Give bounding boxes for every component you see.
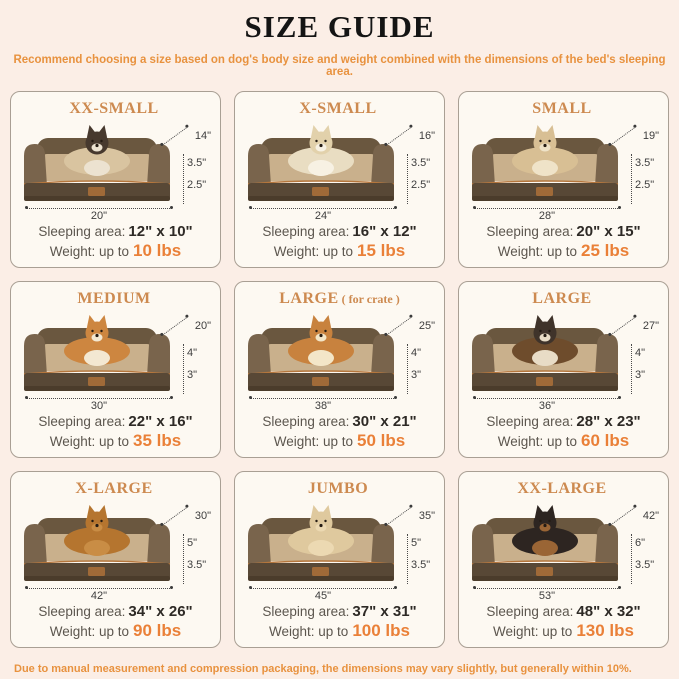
sleeping-area-label: Sleeping area: (38, 414, 126, 429)
width-dimension-line (250, 398, 396, 399)
depth-dimension-label: 27" (642, 320, 659, 332)
bed-brand-tag (312, 187, 329, 196)
base-height-label: 3.5" (411, 559, 431, 571)
bed-right-arm (595, 524, 618, 566)
bed-graphic (467, 501, 660, 602)
depth-dimension-label: 16" (418, 130, 435, 142)
bed-left-arm (248, 144, 271, 186)
bed-right-arm (147, 144, 170, 186)
weight-label: Weight: up to (497, 244, 578, 259)
bed-left-arm (24, 334, 47, 376)
depth-dimension-label: 14" (194, 130, 211, 142)
weight-line (243, 241, 436, 261)
sleeping-area-value: 30" x 21" (352, 413, 417, 430)
width-dimension-line (26, 588, 172, 589)
bed-brand-tag (536, 567, 553, 576)
sleeping-area-value: 22" x 16" (128, 413, 193, 430)
bolster-height-label: 3.5" (187, 157, 207, 169)
depth-dimension-label: 35" (418, 510, 435, 522)
bolster-height-label: 3.5" (635, 157, 655, 169)
bed-right-arm (147, 524, 170, 566)
size-name-text: MEDIUM (77, 290, 151, 307)
bed-brand-tag (312, 567, 329, 576)
size-name-text: X-LARGE (75, 480, 153, 497)
height-dimension-line (631, 154, 632, 204)
height-dimension-line (183, 344, 184, 394)
dog-bed-illustration (245, 124, 397, 204)
weight-label: Weight: up to (269, 624, 349, 639)
bed-left-arm (472, 334, 495, 376)
weight-value: 10 lbs (133, 241, 182, 260)
size-card (10, 91, 221, 268)
bed-right-arm (371, 144, 394, 186)
bolster-height-label: 4" (411, 347, 422, 359)
weight-line (19, 621, 212, 641)
bed-brand-tag (312, 377, 329, 386)
sleeping-area-label: Sleeping area: (38, 604, 126, 619)
sleeping-area-label: Sleeping area: (262, 604, 350, 619)
bed-base-edge (472, 386, 618, 391)
size-name-text: LARGE (279, 290, 339, 307)
size-name-text: XX-LARGE (517, 480, 607, 497)
bed-right-arm (371, 334, 394, 376)
sleeping-area-value: 16" x 12" (352, 223, 417, 240)
size-name-text: X-SMALL (299, 100, 377, 117)
height-dimension-line (407, 344, 408, 394)
bed-base-edge (248, 196, 394, 201)
sleeping-area-line (467, 413, 660, 430)
height-dimension-line (183, 154, 184, 204)
width-dimension-line (26, 398, 172, 399)
page-title: SIZE GUIDE (244, 9, 435, 44)
sleeping-area-value: 28" x 23" (576, 413, 641, 430)
dog-bed-illustration (21, 504, 173, 584)
bed-brand-tag (88, 377, 105, 386)
dog-bed-illustration (245, 504, 397, 584)
bolster-height-label: 4" (187, 347, 198, 359)
depth-dimension-label: 25" (418, 320, 435, 332)
bed-left-arm (24, 144, 47, 186)
weight-line (19, 241, 212, 261)
bed-graphic (243, 311, 436, 412)
sleeping-area-value: 48" x 32" (576, 603, 641, 620)
bed-graphic (243, 121, 436, 222)
sleeping-area-label: Sleeping area: (262, 414, 350, 429)
depth-dimension-label: 20" (194, 320, 211, 332)
weight-line (467, 621, 660, 641)
size-name (467, 100, 660, 118)
bed-left-arm (472, 144, 495, 186)
bed-right-arm (595, 334, 618, 376)
bed-brand-tag (88, 187, 105, 196)
sleeping-area-value: 12" x 10" (128, 223, 193, 240)
base-height-label: 2.5" (411, 179, 431, 191)
sleeping-area-label: Sleeping area: (262, 224, 350, 239)
size-card (458, 281, 669, 458)
width-dimension-label: 53" (538, 590, 556, 602)
dog-bed-illustration (469, 124, 621, 204)
dog-bed-illustration (21, 314, 173, 394)
weight-value: 90 lbs (133, 621, 182, 640)
bolster-height-label: 4" (635, 347, 646, 359)
base-height-label: 3" (411, 369, 422, 381)
size-name (467, 290, 660, 308)
bolster-height-label: 6" (635, 537, 646, 549)
bed-base-edge (24, 386, 170, 391)
width-dimension-line (26, 208, 172, 209)
page-subtitle: Recommend choosing a size based on dog's body size and weight combined with the dimensions of the bed's sleeping area. (13, 54, 666, 78)
bed-base-edge (248, 386, 394, 391)
bed-left-arm (248, 524, 271, 566)
height-dimension-line (631, 344, 632, 394)
base-height-label: 2.5" (635, 179, 655, 191)
depth-dimension-label: 30" (194, 510, 211, 522)
bed-graphic (467, 311, 660, 412)
size-name (19, 100, 212, 118)
sleeping-area-label: Sleeping area: (486, 224, 574, 239)
bed-right-arm (595, 144, 618, 186)
bed-left-arm (248, 334, 271, 376)
size-name (467, 480, 660, 498)
sleeping-area-label: Sleeping area: (486, 604, 574, 619)
weight-label: Weight: up to (493, 624, 573, 639)
width-dimension-line (250, 588, 396, 589)
dog-bed-illustration (469, 504, 621, 584)
size-name (19, 290, 212, 308)
bed-base-edge (472, 196, 618, 201)
size-card (458, 91, 669, 268)
bed-base-edge (248, 576, 394, 581)
weight-line (19, 431, 212, 451)
weight-line (467, 431, 660, 451)
width-dimension-label: 28" (538, 210, 556, 222)
base-height-label: 3" (187, 369, 198, 381)
sleeping-area-value: 20" x 15" (576, 223, 641, 240)
dog-bed-illustration (21, 124, 173, 204)
sleeping-area-line (19, 413, 212, 430)
bed-base-edge (24, 576, 170, 581)
sleeping-area-label: Sleeping area: (38, 224, 126, 239)
sleeping-area-value: 34" x 26" (128, 603, 193, 620)
sleeping-area-line (243, 603, 436, 620)
width-dimension-label: 20" (90, 210, 108, 222)
bed-base-edge (24, 196, 170, 201)
bed-graphic (467, 121, 660, 222)
weight-line (243, 431, 436, 451)
size-name-suffix: ( for crate ) (341, 292, 400, 306)
page-disclaimer: Due to manual measurement and compression packaging, the dimensions may vary slightly, but generally within 10%. (14, 663, 632, 675)
width-dimension-label: 30" (90, 400, 108, 412)
bed-right-arm (371, 524, 394, 566)
width-dimension-label: 36" (538, 400, 556, 412)
dog-bed-illustration (245, 314, 397, 394)
bed-brand-tag (536, 377, 553, 386)
depth-dimension-label: 42" (642, 510, 659, 522)
weight-line (243, 621, 436, 641)
size-card (10, 281, 221, 458)
height-dimension-line (407, 534, 408, 584)
sleeping-area-line (243, 413, 436, 430)
width-dimension-label: 24" (314, 210, 332, 222)
width-dimension-line (250, 208, 396, 209)
size-name (19, 480, 212, 498)
width-dimension-line (474, 208, 620, 209)
dog-bed-illustration (469, 314, 621, 394)
size-grid (10, 91, 669, 648)
weight-label: Weight: up to (49, 434, 130, 449)
size-name (243, 480, 436, 498)
sleeping-area-label: Sleeping area: (486, 414, 574, 429)
bolster-height-label: 5" (411, 537, 422, 549)
weight-value: 35 lbs (133, 431, 182, 450)
width-dimension-line (474, 398, 620, 399)
size-name-text: LARGE (532, 290, 592, 307)
weight-label: Weight: up to (497, 434, 578, 449)
sleeping-area-line (243, 223, 436, 240)
bed-graphic (243, 501, 436, 602)
base-height-label: 3.5" (187, 559, 207, 571)
weight-label: Weight: up to (49, 624, 130, 639)
sleeping-area-line (467, 223, 660, 240)
size-name-text: JUMBO (307, 480, 369, 497)
height-dimension-line (183, 534, 184, 584)
size-card (234, 281, 445, 458)
bolster-height-label: 5" (187, 537, 198, 549)
sleeping-area-value: 37" x 31" (352, 603, 417, 620)
width-dimension-label: 42" (90, 590, 108, 602)
size-card (458, 471, 669, 648)
weight-value: 50 lbs (357, 431, 406, 450)
weight-value: 25 lbs (581, 241, 630, 260)
weight-value: 60 lbs (581, 431, 630, 450)
base-height-label: 2.5" (187, 179, 207, 191)
bed-graphic (19, 121, 212, 222)
bed-graphic (19, 311, 212, 412)
depth-dimension-label: 19" (642, 130, 659, 142)
size-name (243, 100, 436, 118)
base-height-label: 3" (635, 369, 646, 381)
size-name-text: SMALL (532, 100, 592, 117)
height-dimension-line (407, 154, 408, 204)
weight-value: 130 lbs (576, 621, 634, 640)
bed-graphic (19, 501, 212, 602)
size-name (243, 290, 436, 308)
weight-label: Weight: up to (49, 244, 130, 259)
size-card (234, 91, 445, 268)
weight-label: Weight: up to (273, 434, 354, 449)
sleeping-area-line (19, 603, 212, 620)
bed-left-arm (472, 524, 495, 566)
bed-base-edge (472, 576, 618, 581)
bed-left-arm (24, 524, 47, 566)
width-dimension-label: 45" (314, 590, 332, 602)
base-height-label: 3.5" (635, 559, 655, 571)
bed-brand-tag (88, 567, 105, 576)
width-dimension-label: 38" (314, 400, 332, 412)
bed-brand-tag (536, 187, 553, 196)
weight-value: 100 lbs (352, 621, 410, 640)
weight-line (467, 241, 660, 261)
size-card (234, 471, 445, 648)
width-dimension-line (474, 588, 620, 589)
weight-value: 15 lbs (357, 241, 406, 260)
bolster-height-label: 3.5" (411, 157, 431, 169)
sleeping-area-line (19, 223, 212, 240)
height-dimension-line (631, 534, 632, 584)
size-card (10, 471, 221, 648)
bed-right-arm (147, 334, 170, 376)
weight-label: Weight: up to (273, 244, 354, 259)
size-name-text: XX-SMALL (69, 100, 159, 117)
sleeping-area-line (467, 603, 660, 620)
